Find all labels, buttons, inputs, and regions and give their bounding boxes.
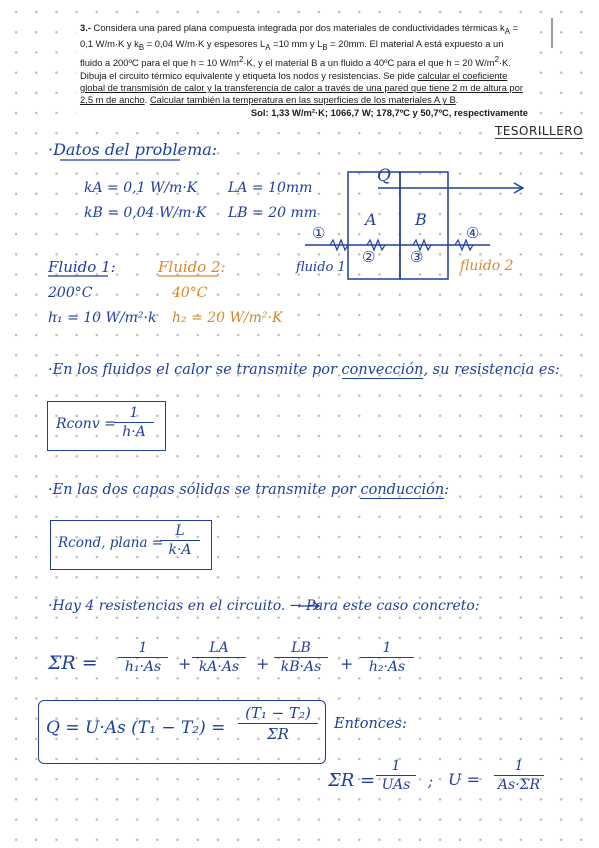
node-2: ② [362, 248, 376, 266]
fluido-2-h: h₂ = 20 W/m²·K [172, 310, 283, 326]
fluido-1-heading: Fluido 1: [48, 258, 116, 276]
node-4: ④ [466, 224, 480, 242]
q-equation-lhs: Q = U·As (T₁ − T₂) = [46, 718, 226, 738]
q-fraction: $\frac{\text{(T₁ − T₂)}}{\Sigma R}$ [238, 704, 318, 743]
sum-r-lhs: ΣR = [48, 652, 98, 674]
layer-b-label: B [415, 210, 427, 229]
circuit-sentence: ·Hay 4 resistencias en el circuito. → Para este caso concreto: [48, 598, 480, 614]
solution-line: Sol: 1,33 W/m²·K; 1066,7 W; 178,7ºC y 50,7ºC, respectivamente [250, 106, 528, 118]
rcond-lhs: Rcond, plana = [58, 535, 164, 551]
fluido-2-heading: Fluido 2: [158, 258, 226, 276]
la-value: LA = 10mm [228, 180, 313, 196]
sum-term-2: $\frac{LA}{kA\cdot As}$ [192, 640, 246, 675]
ka-value: kA = 0,1 W/m·K [84, 180, 198, 196]
fluido-2-temperature: 40°C [172, 285, 208, 301]
q-label: Q [377, 166, 391, 186]
fluido-1-h: h₁ = 10 W/m²·k [48, 310, 157, 326]
fluido-1-label: fluido 1 [296, 260, 346, 275]
underlined-request-2: Calcular también la temperatura en las superficies de los materiales A y B [149, 94, 456, 106]
conduction-sentence: ·En las dos capas sólidas se transmite por conducción: [48, 482, 450, 498]
rconv-fraction: $\frac{1}{h\cdot A}$ [114, 405, 154, 440]
node-3: ③ [410, 248, 424, 266]
u-relation-fraction: $\frac{1}{As\cdot\Sigma R}$ [494, 758, 544, 793]
problem-number: 3.- [80, 22, 91, 33]
sum-r-relation-fraction: 1 UAs [376, 758, 416, 793]
plus-2: + [256, 654, 270, 673]
underlined-request-1: calcular el coeficiente global de transmisión de calor y la transferencia de calor a través de una pared que tiene 2 m de altura por 2,5 m de ancho [80, 69, 523, 106]
sum-r-relation-lhs: ΣR = [328, 770, 376, 791]
plus-3: + [340, 654, 354, 673]
semicolon: ; [428, 772, 434, 790]
datos-heading: ·Datos del problema: [48, 140, 218, 159]
problem-statement: 3.- Considera una pared plana compuesta integrada por dos materiales de conductividades térmicas $k_A = 0,1$ W/m·K y $k_B = 0,04$ W/m·K y espesores $L_A =10$ mm y $L_B = 20mm$. El material A está expuesto a un fluido a 200ºC para el que h = 10 $W/m^2\cdot K$, y el material B a un fluido a 40ºC para el que h = 20 $W/m^2\cdot K$. Dibuja el circuito térmico equivalente y etiqueta los nodos y resistencias. Se pide calcular el coeficiente global de transmisión de calor y la transferencia de calor a través de una pared que tiene 2 m de altura por 2,5 m de ancho. Calcular también la temperatura en las superficies de los materiales A y B. Sol: 1,33 W/m²·K; 1066,7 W; 178,7ºC y 50,7ºC, respectivamente [76, 18, 532, 123]
fluido-1-temperature: 200°C [48, 285, 93, 301]
rcond-fraction: $\frac{L}{k\cdot A}$ [160, 523, 200, 558]
kb-value: kB = 0,04 W/m·K [84, 205, 207, 221]
entonces-label: Entonces: [334, 716, 407, 732]
sum-term-1: $\frac{1}{\text{h₁·As}}$ [118, 640, 168, 675]
u-relation-lhs: U = [448, 770, 480, 789]
plus-1: + [178, 654, 192, 673]
lb-value: LB = 20 mm [228, 205, 318, 221]
sum-term-3: $\frac{LB}{kB\cdot As}$ [274, 640, 328, 675]
convection-sentence: ·En los fluidos el calor se transmite por convección, su resistencia es: [48, 362, 560, 378]
conduction-word: conducción [360, 482, 445, 498]
sum-term-4: $\frac{1}{\text{h₂·As}}$ [360, 640, 414, 675]
rconv-lhs: Rconv = [56, 416, 116, 432]
node-1: ① [312, 224, 326, 242]
convection-word: convección [341, 362, 424, 378]
brand-tag: TESORILLERO [495, 124, 584, 138]
fluido-2-label: fluido 2 [460, 258, 514, 274]
layer-a-label: A [365, 210, 377, 229]
